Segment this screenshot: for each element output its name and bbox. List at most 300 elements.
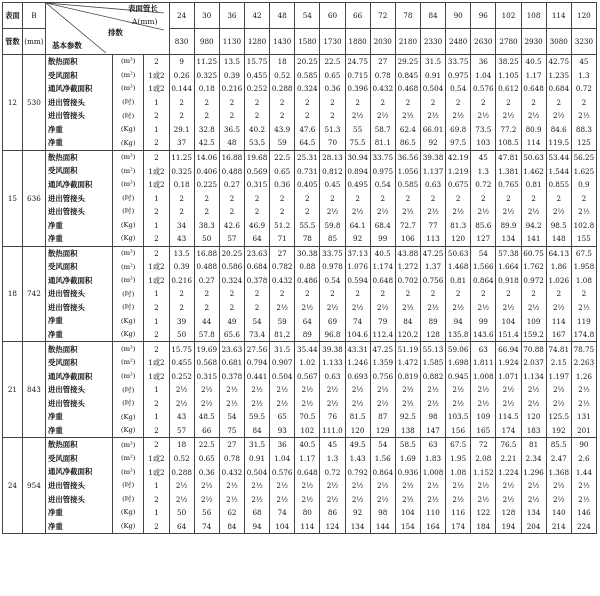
value-cell: 2½ (320, 301, 345, 315)
value-cell: 2½ (395, 383, 420, 397)
value-cell: 120 (345, 424, 370, 438)
row-count: 1 (144, 287, 169, 301)
param-name: 进出管接头 (45, 383, 112, 397)
value-cell: 2 (370, 191, 395, 205)
value-cell: 154 (395, 520, 420, 534)
value-cell: 0.794 (244, 356, 269, 370)
value-cell: 0.684 (244, 260, 269, 274)
value-cell: 2½ (244, 397, 269, 411)
value-cell: 0.907 (270, 356, 295, 370)
value-cell: 0.54 (446, 82, 471, 96)
value-cell: 0.468 (395, 82, 420, 96)
value-cell: 2½ (219, 383, 244, 397)
tube-length-7: 66 (345, 3, 370, 29)
row-count: 2 (144, 520, 169, 534)
A-value-9: 2180 (395, 29, 420, 55)
value-cell: 2 (219, 109, 244, 123)
value-cell: 1.368 (546, 465, 571, 479)
value-cell: 134 (496, 232, 521, 246)
data-row (3, 314, 597, 328)
value-cell: 151.4 (496, 328, 521, 342)
value-cell: 2 (295, 109, 320, 123)
A-value-11: 2480 (446, 29, 471, 55)
value-cell: 2½ (571, 397, 596, 411)
value-cell: 2½ (471, 301, 496, 315)
value-cell: 2 (295, 191, 320, 205)
value-cell: 92 (345, 506, 370, 520)
value-cell: 36 (270, 438, 295, 452)
value-cell: 140 (546, 506, 571, 520)
label-basic-params: 基本参数 (51, 41, 82, 50)
data-row (3, 232, 597, 246)
value-cell: 78 (295, 232, 320, 246)
value-cell: 39.38 (420, 150, 445, 164)
param-unit: (Kg) (112, 232, 143, 246)
value-cell: 40.2 (244, 123, 269, 137)
value-cell: 120 (521, 410, 546, 424)
value-cell: 2 (345, 191, 370, 205)
value-cell: 45 (571, 55, 596, 69)
value-cell: 2.263 (571, 356, 596, 370)
value-cell: 69 (320, 314, 345, 328)
tube-length-0: 24 (169, 3, 194, 29)
value-cell: 104 (395, 506, 420, 520)
value-cell: 2½ (395, 301, 420, 315)
tube-length-16: 120 (571, 3, 596, 29)
data-row (3, 109, 597, 123)
A-value-2: 1130 (219, 29, 244, 55)
value-cell: 1.958 (571, 260, 596, 274)
value-cell: 38.25 (496, 55, 521, 69)
value-cell: 124 (320, 520, 345, 534)
value-cell: 2½ (546, 479, 571, 493)
value-cell: 1.026 (546, 274, 571, 288)
value-cell: 54 (471, 246, 496, 260)
value-cell: 2 (219, 287, 244, 301)
value-cell: 2½ (471, 397, 496, 411)
value-cell: 1.585 (420, 356, 445, 370)
value-cell: 2½ (194, 383, 219, 397)
value-cell: 2 (571, 287, 596, 301)
value-cell: 0.81 (521, 178, 546, 192)
value-cell: 60.75 (521, 246, 546, 260)
value-cell: 62 (219, 506, 244, 520)
value-cell: 0.288 (270, 82, 295, 96)
value-cell: 2 (244, 205, 269, 219)
value-cell: 27 (370, 55, 395, 69)
value-cell: 1.472 (395, 356, 420, 370)
value-cell: 1.3 (471, 164, 496, 178)
value-cell: 77.2 (496, 123, 521, 137)
value-cell: 0.455 (244, 69, 269, 83)
data-row (3, 205, 597, 219)
param-unit: (m²) (112, 342, 143, 356)
value-cell: 2½ (395, 397, 420, 411)
value-cell: 51.2 (270, 219, 295, 233)
value-cell: 0.288 (169, 465, 194, 479)
value-cell: 127 (471, 232, 496, 246)
value-cell: 46.9 (244, 219, 269, 233)
row-count: 2 (144, 109, 169, 123)
value-cell: 108.5 (496, 136, 521, 150)
value-cell: 2.6 (571, 452, 596, 466)
header-tubes: 管数 (3, 29, 23, 55)
value-cell: 2 (345, 96, 370, 110)
value-cell: 43.88 (395, 246, 420, 260)
row-count: 1 (144, 219, 169, 233)
param-unit: (吋) (112, 109, 143, 123)
value-cell: 0.54 (320, 274, 345, 288)
value-cell: 2½ (345, 493, 370, 507)
value-cell: 2.47 (546, 452, 571, 466)
value-cell: 2½ (420, 397, 445, 411)
param-name: 净重 (45, 410, 112, 424)
tube-length-1: 30 (194, 3, 219, 29)
header-row-tube-length (3, 3, 597, 29)
param-unit: (Kg) (112, 424, 143, 438)
value-cell: 25.31 (295, 150, 320, 164)
value-cell: 0.975 (370, 164, 395, 178)
value-cell: 81.1 (370, 136, 395, 150)
value-cell: 0.378 (244, 274, 269, 288)
value-cell: 0.569 (244, 164, 269, 178)
value-cell: 2½ (270, 383, 295, 397)
value-cell: 0.26 (169, 69, 194, 83)
value-cell: 0.455 (169, 356, 194, 370)
value-cell: 2½ (521, 205, 546, 219)
param-name: 进出管接头 (45, 301, 112, 315)
param-unit: (吋) (112, 96, 143, 110)
value-cell: 76 (320, 410, 345, 424)
value-cell: 70 (320, 136, 345, 150)
value-cell: 2½ (446, 109, 471, 123)
value-cell: 2 (420, 287, 445, 301)
value-cell: 134 (345, 520, 370, 534)
value-cell: 2 (194, 205, 219, 219)
data-row (3, 328, 597, 342)
value-cell: 84 (244, 424, 269, 438)
A-value-5: 1580 (295, 29, 320, 55)
tube-length-4: 48 (270, 3, 295, 29)
value-cell: 2 (270, 109, 295, 123)
value-cell: 89 (295, 328, 320, 342)
value-cell: 2 (546, 191, 571, 205)
value-cell: 24.75 (345, 55, 370, 69)
value-cell: 57.8 (194, 328, 219, 342)
data-row (3, 178, 597, 192)
value-cell: 50 (169, 506, 194, 520)
value-cell: 2½ (295, 479, 320, 493)
value-cell: 2½ (496, 493, 521, 507)
A-value-8: 2030 (370, 29, 395, 55)
row-count: 2 (144, 150, 169, 164)
value-cell: 2 (194, 109, 219, 123)
value-cell: 0.91 (420, 69, 445, 83)
value-cell: 42.19 (446, 150, 471, 164)
value-cell: 2½ (219, 493, 244, 507)
param-unit: (m²) (112, 274, 143, 288)
value-cell: 2 (395, 191, 420, 205)
value-cell: 2 (546, 96, 571, 110)
data-row (3, 520, 597, 534)
param-name: 进出管接头 (45, 397, 112, 411)
value-cell: 2 (244, 301, 269, 315)
row-count: 1 (144, 314, 169, 328)
value-cell: 1.3 (571, 69, 596, 83)
param-name: 通风净截面积 (45, 82, 112, 96)
value-cell: 1.152 (471, 465, 496, 479)
value-cell: 2 (169, 96, 194, 110)
value-cell: 22.5 (194, 438, 219, 452)
param-name: 受风面积 (45, 260, 112, 274)
data-row (3, 246, 597, 260)
param-name: 受风面积 (45, 69, 112, 83)
value-cell: 29.25 (395, 55, 420, 69)
value-cell: 77 (420, 219, 445, 233)
value-cell: 0.567 (295, 370, 320, 384)
value-cell: 1.008 (471, 370, 496, 384)
value-cell: 0.684 (546, 82, 571, 96)
value-cell: 0.495 (345, 178, 370, 192)
value-cell: 0.144 (169, 82, 194, 96)
value-cell: 65 (270, 410, 295, 424)
value-cell: 36 (471, 55, 496, 69)
value-cell: 2 (169, 301, 194, 315)
value-cell: 0.648 (521, 82, 546, 96)
value-cell: 9 (169, 55, 194, 69)
value-cell: 1.566 (471, 260, 496, 274)
param-name: 进出管接头 (45, 479, 112, 493)
value-cell: 0.27 (219, 178, 244, 192)
value-cell: 1.056 (395, 164, 420, 178)
value-cell: 1.664 (496, 260, 521, 274)
A-value-14: 2930 (521, 29, 546, 55)
value-cell: 67.5 (571, 246, 596, 260)
value-cell: 0.18 (169, 178, 194, 192)
value-cell: 63 (471, 342, 496, 356)
value-cell: 2 (169, 109, 194, 123)
value-cell: 1.811 (471, 356, 496, 370)
value-cell: 1.3 (320, 452, 345, 466)
param-unit: (m²) (112, 246, 143, 260)
param-unit: (Kg) (112, 506, 143, 520)
value-cell: 53.5 (244, 136, 269, 150)
value-cell: 50.63 (521, 150, 546, 164)
value-cell: 1.235 (546, 69, 571, 83)
value-cell: 31.5 (420, 55, 445, 69)
value-cell: 2 (521, 191, 546, 205)
data-row (3, 219, 597, 233)
value-cell: 20.25 (219, 246, 244, 260)
value-cell: 0.504 (244, 465, 269, 479)
value-cell: 2 (320, 191, 345, 205)
value-cell: 75 (219, 424, 244, 438)
value-cell: 0.693 (345, 370, 370, 384)
value-cell: 125.5 (546, 410, 571, 424)
value-cell: 48 (219, 136, 244, 150)
row-count: 2 (144, 438, 169, 452)
value-cell: 2½ (546, 205, 571, 219)
param-name: 受风面积 (45, 452, 112, 466)
value-cell: 116 (446, 506, 471, 520)
value-cell: 0.78 (370, 69, 395, 83)
value-cell: 114.5 (496, 410, 521, 424)
value-cell: 0.315 (244, 178, 269, 192)
value-cell: 0.378 (219, 370, 244, 384)
value-cell: 74 (345, 314, 370, 328)
value-cell: 29.1 (169, 123, 194, 137)
data-row (3, 370, 597, 384)
value-cell: 1.17 (295, 452, 320, 466)
tube-length-2: 36 (219, 3, 244, 29)
value-cell: 1.17 (521, 69, 546, 83)
value-cell: 1.137 (420, 164, 445, 178)
value-cell: 15.75 (244, 55, 269, 69)
value-cell: 57 (169, 424, 194, 438)
value-cell: 1.246 (345, 356, 370, 370)
value-cell: 104 (496, 314, 521, 328)
value-cell: 92 (420, 136, 445, 150)
value-cell: 0.568 (194, 356, 219, 370)
value-cell: 114 (295, 520, 320, 534)
value-cell: 37.13 (345, 246, 370, 260)
value-cell: 55.5 (295, 219, 320, 233)
value-cell: 0.586 (219, 260, 244, 274)
value-cell: 146 (571, 506, 596, 520)
value-cell: 2 (521, 96, 546, 110)
value-cell: 122 (471, 506, 496, 520)
value-cell: 2½ (370, 205, 395, 219)
param-name: 散热面积 (45, 342, 112, 356)
value-cell: 0.864 (370, 465, 395, 479)
value-cell: 2 (471, 96, 496, 110)
value-cell: 39.38 (320, 342, 345, 356)
value-cell: 2½ (270, 397, 295, 411)
spec-sheet (2, 2, 597, 594)
value-cell: 1.08 (571, 274, 596, 288)
data-row (3, 150, 597, 164)
value-cell: 80.9 (521, 123, 546, 137)
group-12-tubes (3, 55, 597, 151)
data-row (3, 506, 597, 520)
data-row (3, 465, 597, 479)
value-cell: 0.756 (420, 274, 445, 288)
value-cell: 2½ (546, 493, 571, 507)
row-count: 1或2 (144, 260, 169, 274)
value-cell: 2½ (244, 479, 269, 493)
param-unit: (Kg) (112, 328, 143, 342)
value-cell: 51.19 (395, 342, 420, 356)
value-cell: 64.5 (295, 136, 320, 150)
value-cell: 0.504 (420, 82, 445, 96)
value-cell: 0.45 (320, 178, 345, 192)
value-cell: 1.359 (370, 356, 395, 370)
param-name: 散热面积 (45, 438, 112, 452)
value-cell: 94 (446, 314, 471, 328)
value-cell: 80 (295, 506, 320, 520)
value-cell: 19.69 (194, 342, 219, 356)
B-value: 843 (22, 342, 45, 438)
value-cell: 0.648 (295, 465, 320, 479)
tube-length-5: 54 (295, 3, 320, 29)
value-cell: 2½ (370, 301, 395, 315)
param-unit: (吋) (112, 493, 143, 507)
value-cell: 1.26 (571, 370, 596, 384)
row-count: 2 (144, 328, 169, 342)
row-count: 2 (144, 232, 169, 246)
value-cell: 135.8 (446, 328, 471, 342)
value-cell: 1.105 (496, 69, 521, 83)
value-cell: 54 (370, 438, 395, 452)
value-cell: 2½ (270, 479, 295, 493)
value-cell: 0.585 (295, 69, 320, 83)
value-cell: 183 (521, 424, 546, 438)
value-cell: 2 (295, 205, 320, 219)
value-cell: 109 (471, 410, 496, 424)
value-cell: 2½ (295, 301, 320, 315)
param-name: 净重 (45, 424, 112, 438)
value-cell: 33.75 (446, 55, 471, 69)
param-name: 净重 (45, 506, 112, 520)
row-count: 2 (144, 342, 169, 356)
row-count: 2 (144, 205, 169, 219)
value-cell: 37 (169, 136, 194, 150)
value-cell: 2 (169, 287, 194, 301)
data-row (3, 191, 597, 205)
value-cell: 2½ (169, 493, 194, 507)
value-cell: 129 (370, 424, 395, 438)
value-cell: 103 (471, 136, 496, 150)
value-cell: 73.5 (471, 123, 496, 137)
value-cell: 1.69 (395, 452, 420, 466)
value-cell: 0.855 (546, 178, 571, 192)
value-cell: 2½ (471, 109, 496, 123)
value-cell: 45 (320, 438, 345, 452)
value-cell: 84.6 (546, 123, 571, 137)
data-row (3, 479, 597, 493)
value-cell: 2½ (521, 397, 546, 411)
row-count: 1或2 (144, 370, 169, 384)
tube-length-14: 108 (521, 3, 546, 29)
value-cell: 18 (270, 55, 295, 69)
value-cell: 0.845 (395, 69, 420, 83)
param-unit: (m²) (112, 178, 143, 192)
param-name: 通风净截面积 (45, 370, 112, 384)
value-cell: 1.04 (270, 452, 295, 466)
value-cell: 48.5 (194, 410, 219, 424)
value-cell: 106 (395, 232, 420, 246)
param-name: 进出管接头 (45, 191, 112, 205)
value-cell: 2 (446, 191, 471, 205)
value-cell: 53.44 (546, 150, 571, 164)
value-cell: 0.27 (194, 274, 219, 288)
value-cell: 59.06 (446, 342, 471, 356)
value-cell: 30.94 (345, 150, 370, 164)
value-cell: 39 (169, 314, 194, 328)
data-row (3, 55, 597, 69)
data-row (3, 136, 597, 150)
param-unit: (吋) (112, 397, 143, 411)
value-cell: 1.95 (446, 452, 471, 466)
data-row (3, 493, 597, 507)
data-row (3, 82, 597, 96)
row-count: 1 (144, 191, 169, 205)
value-cell: 2 (471, 191, 496, 205)
value-cell: 2½ (496, 479, 521, 493)
value-cell: 138 (395, 424, 420, 438)
value-cell: 201 (571, 424, 596, 438)
value-cell: 2½ (546, 383, 571, 397)
